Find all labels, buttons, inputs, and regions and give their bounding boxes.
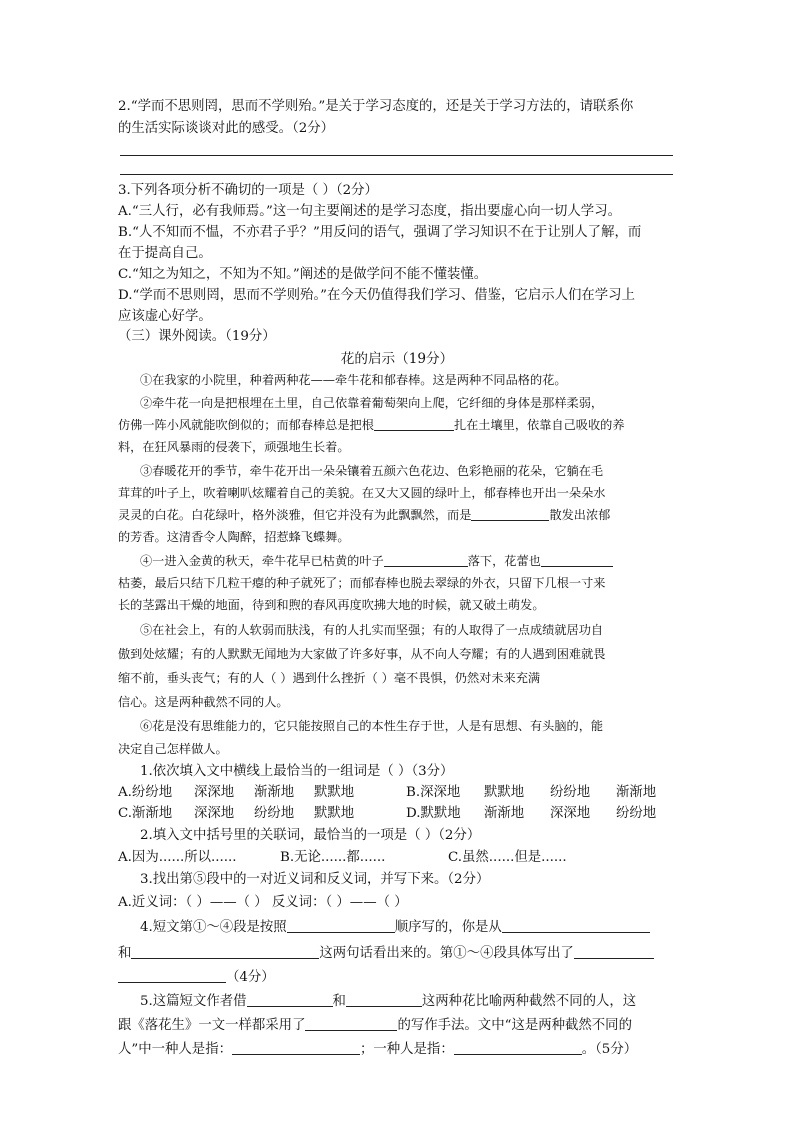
q5-blank-1[interactable]: [247, 993, 333, 1007]
fill-blank-3[interactable]: [384, 553, 468, 567]
q4-blank-5[interactable]: [118, 969, 226, 983]
answer-line-1[interactable]: [120, 155, 673, 156]
q4-blank-4[interactable]: [574, 945, 654, 959]
question-5-line1: 5.这篇短文作者借 和 这两种花比喻两种截然不同的人，这: [140, 994, 637, 1009]
para-6-line1: ⑥花是没有思维能力的，它只能按照自己的本性生存于世，人是有思想、有头脑的，能: [140, 719, 604, 733]
q5-blank-3[interactable]: [305, 1017, 397, 1031]
question-5-line3: 人”中一种人是指： ；一种人是指： 。（5分）: [118, 1042, 638, 1057]
q3-option-c: C.“知之为知之，不知为不知。”阐述的是做学问不能不懂装懂。: [118, 267, 488, 282]
fill-blank-4[interactable]: [541, 553, 613, 567]
q3-option-d-line1: D.“学而不思则罔，思而不学则殆。”在今天仍值得我们学习、借鉴，它启示人们在学习上: [118, 288, 635, 303]
para-6-line2: 决定自己怎样做人。: [118, 742, 228, 756]
option-d-word1: D.默默地: [406, 806, 461, 821]
option-b-word3: 纷纷地: [550, 785, 591, 800]
q5-blank-2[interactable]: [346, 993, 422, 1007]
option-a-word3: 渐渐地: [254, 785, 295, 800]
para-5-line2: 傲到处炫耀；有的人默默无闻地为大家做了许多好事，从不向人夸耀；有的人遇到困难就畏: [118, 647, 606, 661]
q3-option-b-line1: B.“人不知而不愠，不亦君子乎？”用反问的语气，强调了学习知识不在于让别人了解，而: [118, 225, 642, 240]
q4-blank-1[interactable]: [287, 919, 395, 933]
question-5-line2: 跟《落花生》一文一样都采用了 的写作手法。文中“这是两种截然不同的: [118, 1018, 632, 1033]
q5-blank-5[interactable]: [454, 1041, 582, 1055]
para-3-line4: 的芳香。这清香令人陶醉，招惹蜂飞蝶舞。: [118, 530, 350, 544]
question-2-options: [118, 848, 678, 868]
para-3-line3: 灵灵的白花。白花绿叶，格外淡雅，但它并没有为此飘飘然，而是 散发出浓郁: [118, 508, 611, 522]
passage-title: 花的启示（19分）: [340, 351, 454, 367]
para-4-line1: ④一进入金黄的秋天，牵牛花早已枯黄的叶子 落下，花蕾也: [140, 551, 700, 571]
option-a-word4: 默默地: [314, 785, 355, 800]
question-1-options-row1: [118, 783, 678, 803]
fill-blank-2[interactable]: [471, 507, 549, 521]
question-3-answer-line[interactable]: A.近义词：（ ）——（ ） 反义词：（ ）——（ ）: [118, 895, 408, 910]
para-5-line1: ⑤在社会上，有的人软弱而肤浅，有的人扎实而坚强；有的人取得了一点成绩就居功自: [140, 623, 604, 637]
q3-option-b-line2: 在于提高自己。: [118, 246, 212, 261]
q3-option-a: A.“三人行，必有我师焉。”这一句主要阐述的是学习态度，指出要虚心向一切人学习。: [118, 204, 621, 219]
option-b-word1: B.深深地: [406, 785, 461, 800]
option-c-word1: C.渐渐地: [118, 806, 173, 821]
para-2-line3: 料，在狂风暴雨的侵袭下，顽强地生长着。: [118, 440, 350, 454]
option-c-word2: 深深地: [194, 806, 235, 821]
option-b-word2: 默默地: [484, 785, 525, 800]
option-d-word4: 纷纷地: [616, 806, 657, 821]
para-1: ①在我家的小院里，种着两种花——牵牛花和郁春棒。这是两种不同品格的花。: [140, 373, 567, 387]
option-d-word3: 深深地: [550, 806, 591, 821]
q4-blank-2[interactable]: [502, 919, 650, 933]
q4-blank-3[interactable]: [131, 945, 319, 959]
answer-line-2[interactable]: [120, 174, 673, 175]
question-4-line3: （4分）: [118, 968, 678, 988]
q3-option-d-line2: 应该虚心好学。: [118, 309, 212, 324]
q2-option-b: B.无论......都......: [280, 850, 386, 865]
fill-blank-1[interactable]: [374, 417, 454, 431]
para-2-line2: 仿佛一阵小风就能吹倒似的；而郁春棒总是把根 扎在土壤里，依靠自己吸收的养: [118, 418, 625, 432]
option-c-word4: 默默地: [314, 806, 355, 821]
para-2-line1: ②牵牛花一向是把根埋在土里，自己依靠着葡萄架向上爬，它纤细的身体是那样柔弱，: [140, 396, 604, 410]
para-5-line4: 信心。这是两种截然不同的人。: [118, 695, 289, 709]
q5-blank-4[interactable]: [232, 1041, 360, 1055]
option-d-word2: 渐渐地: [484, 806, 525, 821]
para-4-line3: 长的茎露出干燥的地面，待到和煦的春风再度吹拂大地的时候，就又破土萌发。: [118, 598, 545, 612]
option-a-word2: 深深地: [194, 785, 235, 800]
option-c-word3: 纷纷地: [254, 806, 295, 821]
q2-line2: 的生活实际谈谈对此的感受。（2分）: [118, 121, 335, 136]
question-3-stem: 3.找出第⑤段中的一对近义词和反义词，并写下来。（2分）: [140, 872, 490, 887]
para-4-line2: 枯萎，最后只结下几粒干瘪的种子就死了；而郁春棒也脱去翠绿的外衣，只留下几根一寸来: [118, 576, 606, 590]
question-1-stem: 1.依次填入文中横线上最恰当的一组词是（ ）（3分）: [140, 764, 454, 779]
question-4-line2: 和 这两句话看出来的。第①～④段具体写出了: [118, 944, 678, 964]
question-2-stem: 2.填入文中括号里的关联词，最恰当的一项是（ ）（2分）: [140, 828, 481, 843]
section-heading: （三）课外阅读。（19分）: [118, 329, 276, 344]
q2-option-c: C.虽然......但是......: [448, 850, 567, 865]
question-4-line1: 4.短文第①～④段是按照 顺序写的，你是从: [140, 918, 700, 938]
option-b-word4: 渐渐地: [616, 785, 657, 800]
para-3-line2: 茸茸的叶子上，吹着喇叭炫耀着自己的美貌。在又大又圆的绿叶上，郁春棒也开出一朵朵水: [118, 486, 606, 500]
question-1-options-row2: [118, 804, 678, 824]
q3-stem: 3.下列各项分析不确切的一项是（ ）（2分）: [118, 183, 378, 198]
q2-option-a: A.因为......所以......: [118, 850, 237, 865]
option-a-word1: A.纷纷地: [118, 785, 173, 800]
para-5-line3: 缩不前，垂头丧气；有的人（ ）遇到什么挫折（ ）毫不畏惧，仍然对未来充满: [118, 671, 541, 685]
para-3-line1: ③春暖花开的季节，牵牛花开出一朵朵镶着五颜六色花边、色彩艳丽的花朵，它躺在毛: [140, 464, 604, 478]
q2-line1: 2.“学而不思则罔，思而不学则殆。”是关于学习态度的，还是关于学习方法的，请联系你: [118, 99, 634, 114]
